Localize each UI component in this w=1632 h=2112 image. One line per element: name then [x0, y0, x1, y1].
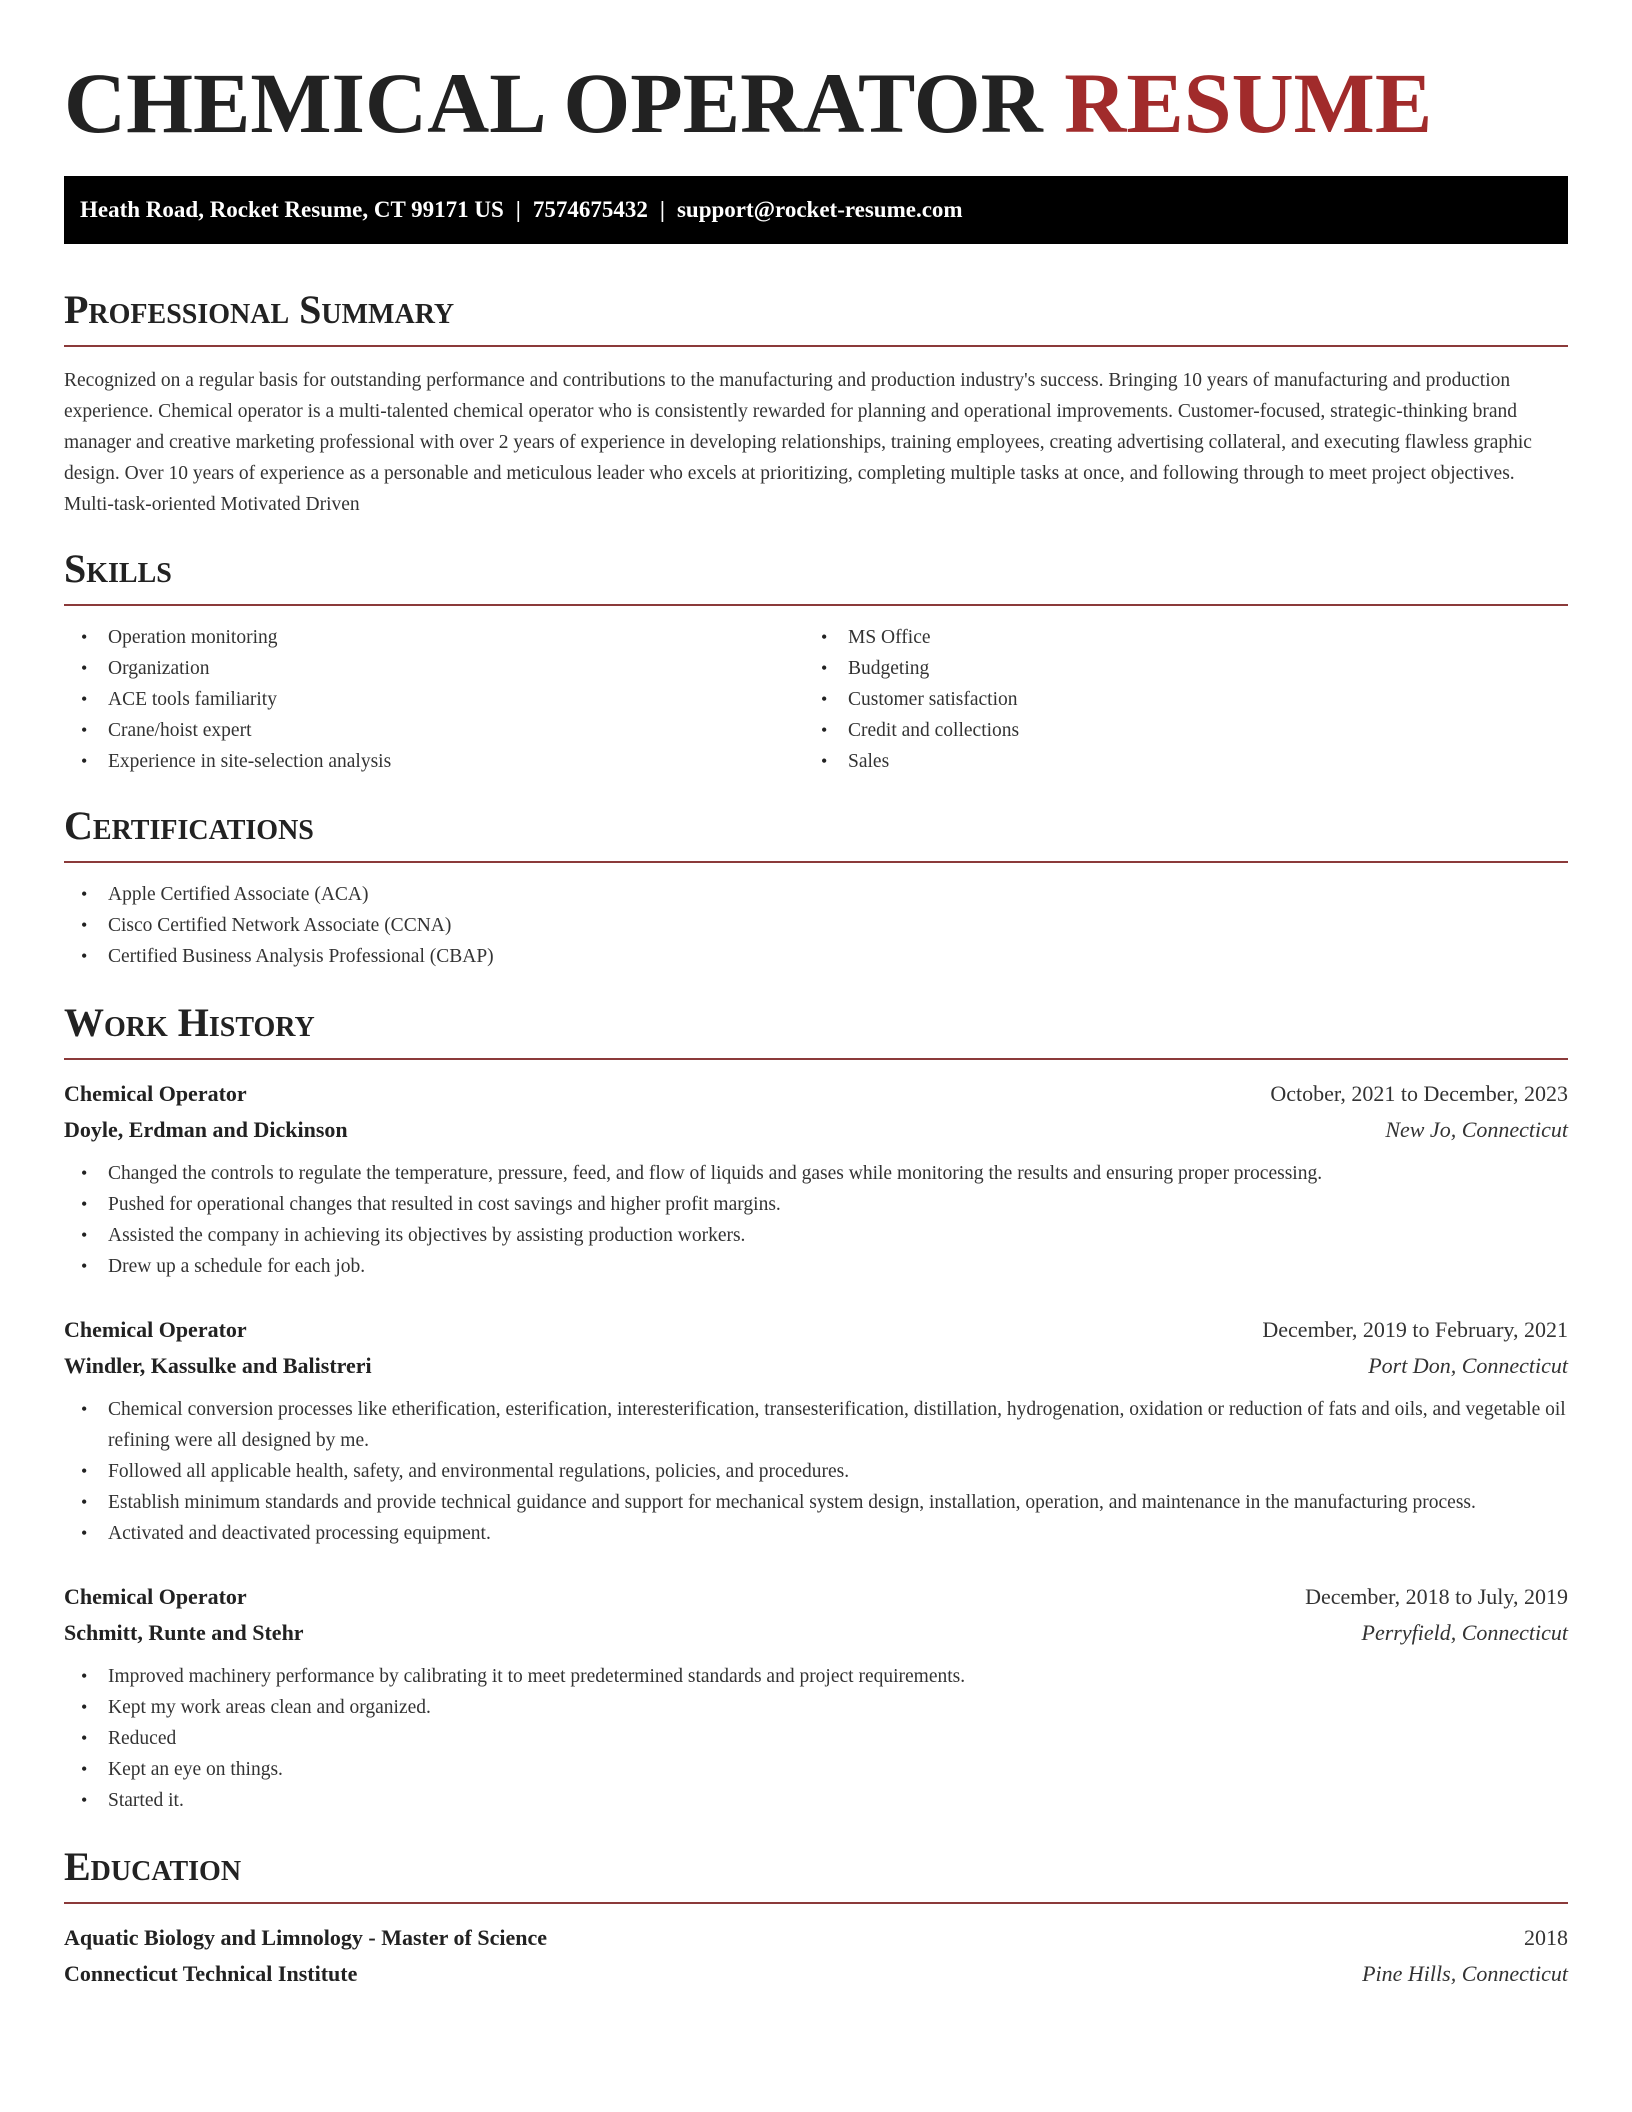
- skill-item: • Experience in site-selection analysis: [64, 746, 804, 777]
- certification-item: • Apple Certified Associate (ACA): [64, 879, 1568, 910]
- job-subheader: [64, 1615, 1568, 1651]
- education-header: [64, 1920, 1568, 1956]
- work-history-section: [64, 998, 1568, 1816]
- job-location: New Jo, Connecticut: [1385, 1117, 1568, 1142]
- job-bullet: • Drew up a schedule for each job.: [64, 1251, 1568, 1282]
- job-bullets: [64, 1394, 1568, 1549]
- section-divider: [64, 1902, 1568, 1904]
- education-entry: [64, 1920, 1568, 1992]
- job-location: Port Don, Connecticut: [1368, 1353, 1568, 1378]
- skill-item: • Operation monitoring: [64, 622, 804, 653]
- contact-separator: |: [515, 197, 521, 222]
- job-bullet: • Reduced: [64, 1723, 1568, 1754]
- contact-email[interactable]: support@rocket-resume.com: [676, 197, 963, 222]
- job-location: Perryfield, Connecticut: [1361, 1620, 1568, 1645]
- section-heading-education: Education: [64, 1844, 242, 1889]
- certification-item: • Certified Business Analysis Professional (CBAP): [64, 941, 1568, 972]
- job-bullet: • Kept my work areas clean and organized.: [64, 1692, 1568, 1723]
- certifications-list: [64, 879, 1568, 972]
- certifications-section: [64, 801, 1568, 972]
- job-bullet: • Assisted the company in achieving its objectives by assisting production workers.: [64, 1220, 1568, 1251]
- contact-address: Heath Road, Rocket Resume, CT 99171 US: [80, 197, 504, 222]
- job-entry: [64, 1076, 1568, 1282]
- job-bullet: • Activated and deactivated processing equipment.: [64, 1518, 1568, 1549]
- education-degree: Aquatic Biology and Limnology - Master of Science: [64, 1925, 547, 1950]
- contact-separator: |: [659, 197, 665, 222]
- skill-item: • MS Office: [804, 622, 1544, 653]
- job-bullet: • Pushed for operational changes that resulted in cost savings and higher profit margins.: [64, 1189, 1568, 1220]
- skills-list-right: [804, 622, 1544, 777]
- job-dates: December, 2019 to February, 2021: [1262, 1317, 1568, 1342]
- job-header: [64, 1579, 1568, 1615]
- job-bullet: • Chemical conversion processes like etherification, esterification, interesterification, transesterification, distillation, hydrogenation, oxidation or reduction of fats and oils, and vegetable oil refining were all designed by me.: [64, 1394, 1568, 1456]
- skills-list-left: [64, 622, 804, 777]
- job-bullet: • Followed all applicable health, safety, and environmental regulations, policies, and procedures.: [64, 1456, 1568, 1487]
- job-subheader: [64, 1112, 1568, 1148]
- job-company: Windler, Kassulke and Balistreri: [64, 1353, 372, 1378]
- section-divider: [64, 1058, 1568, 1060]
- contact-phone: 7574675432: [532, 197, 648, 222]
- job-title: Chemical Operator: [64, 1317, 247, 1342]
- education-school: Connecticut Technical Institute: [64, 1961, 358, 1986]
- job-bullet: • Started it.: [64, 1785, 1568, 1816]
- job-dates: December, 2018 to July, 2019: [1305, 1584, 1568, 1609]
- section-heading-summary: Professional Summary: [64, 287, 455, 332]
- skill-item: • Customer satisfaction: [804, 684, 1544, 715]
- summary-text: Recognized on a regular basis for outstanding performance and contributions to the manufacturing and production industry's success. Bringing 10 years of manufacturing and production experience. Chemical operator is a multi-talented chemical operator who is consistently rewarded for planning and operational improvements. Customer-focused, strategic-thinking brand manager and creative marketing professional with over 2 years of experience in developing relationships, training employees, creating advertising collateral, and executing flawless graphic design. Over 10 years of experience as a personable and meticulous leader who excels at prioritizing, completing multiple tasks at once, and following through to meet project objectives. Multi-task-oriented Motivated Driven: [64, 370, 1532, 515]
- title-main: CHEMICAL OPERATOR: [64, 55, 1043, 151]
- job-title: Chemical Operator: [64, 1584, 247, 1609]
- job-bullets: [64, 1661, 1568, 1816]
- skills-section: [64, 544, 1568, 777]
- job-bullet: • Changed the controls to regulate the temperature, pressure, feed, and flow of liquids and gases while monitoring the results and ensuring proper processing.: [64, 1158, 1568, 1189]
- resume-page: [64, 0, 1568, 1992]
- skill-item: • Organization: [64, 653, 804, 684]
- education-subheader: [64, 1956, 1568, 1992]
- skill-item: • Credit and collections: [804, 715, 1544, 746]
- section-divider: [64, 345, 1568, 347]
- skill-item: • ACE tools familiarity: [64, 684, 804, 715]
- section-heading-certifications: Certifications: [64, 803, 314, 848]
- summary-section: [64, 285, 1568, 520]
- job-subheader: [64, 1348, 1568, 1384]
- job-entry: [64, 1312, 1568, 1549]
- section-heading-skills: Skills: [64, 546, 172, 591]
- certification-item: • Cisco Certified Network Associate (CCNA): [64, 910, 1568, 941]
- job-dates: October, 2021 to December, 2023: [1270, 1081, 1568, 1106]
- job-company: Doyle, Erdman and Dickinson: [64, 1117, 348, 1142]
- skill-item: • Crane/hoist expert: [64, 715, 804, 746]
- job-title: Chemical Operator: [64, 1081, 247, 1106]
- education-location: Pine Hills, Connecticut: [1362, 1961, 1568, 1986]
- section-heading-work: Work History: [64, 1000, 315, 1045]
- job-bullet: • Kept an eye on things.: [64, 1754, 1568, 1785]
- job-entry: [64, 1579, 1568, 1816]
- skills-columns: [64, 622, 1568, 777]
- title-accent: RESUME: [1064, 55, 1433, 151]
- job-header: [64, 1076, 1568, 1112]
- skill-item: • Sales: [804, 746, 1544, 777]
- job-company: Schmitt, Runte and Stehr: [64, 1620, 304, 1645]
- skill-item: • Budgeting: [804, 653, 1544, 684]
- education-section: [64, 1842, 1568, 1992]
- section-divider: [64, 604, 1568, 606]
- education-year: 2018: [1524, 1925, 1568, 1950]
- section-divider: [64, 861, 1568, 863]
- contact-bar: [64, 176, 1568, 244]
- job-bullet: • Improved machinery performance by calibrating it to meet predetermined standards and project requirements.: [64, 1661, 1568, 1692]
- resume-title: [64, 0, 1568, 151]
- job-bullets: [64, 1158, 1568, 1282]
- job-header: [64, 1312, 1568, 1348]
- job-bullet: • Establish minimum standards and provide technical guidance and support for mechanical system design, installation, operation, and maintenance in the manufacturing process.: [64, 1487, 1568, 1518]
